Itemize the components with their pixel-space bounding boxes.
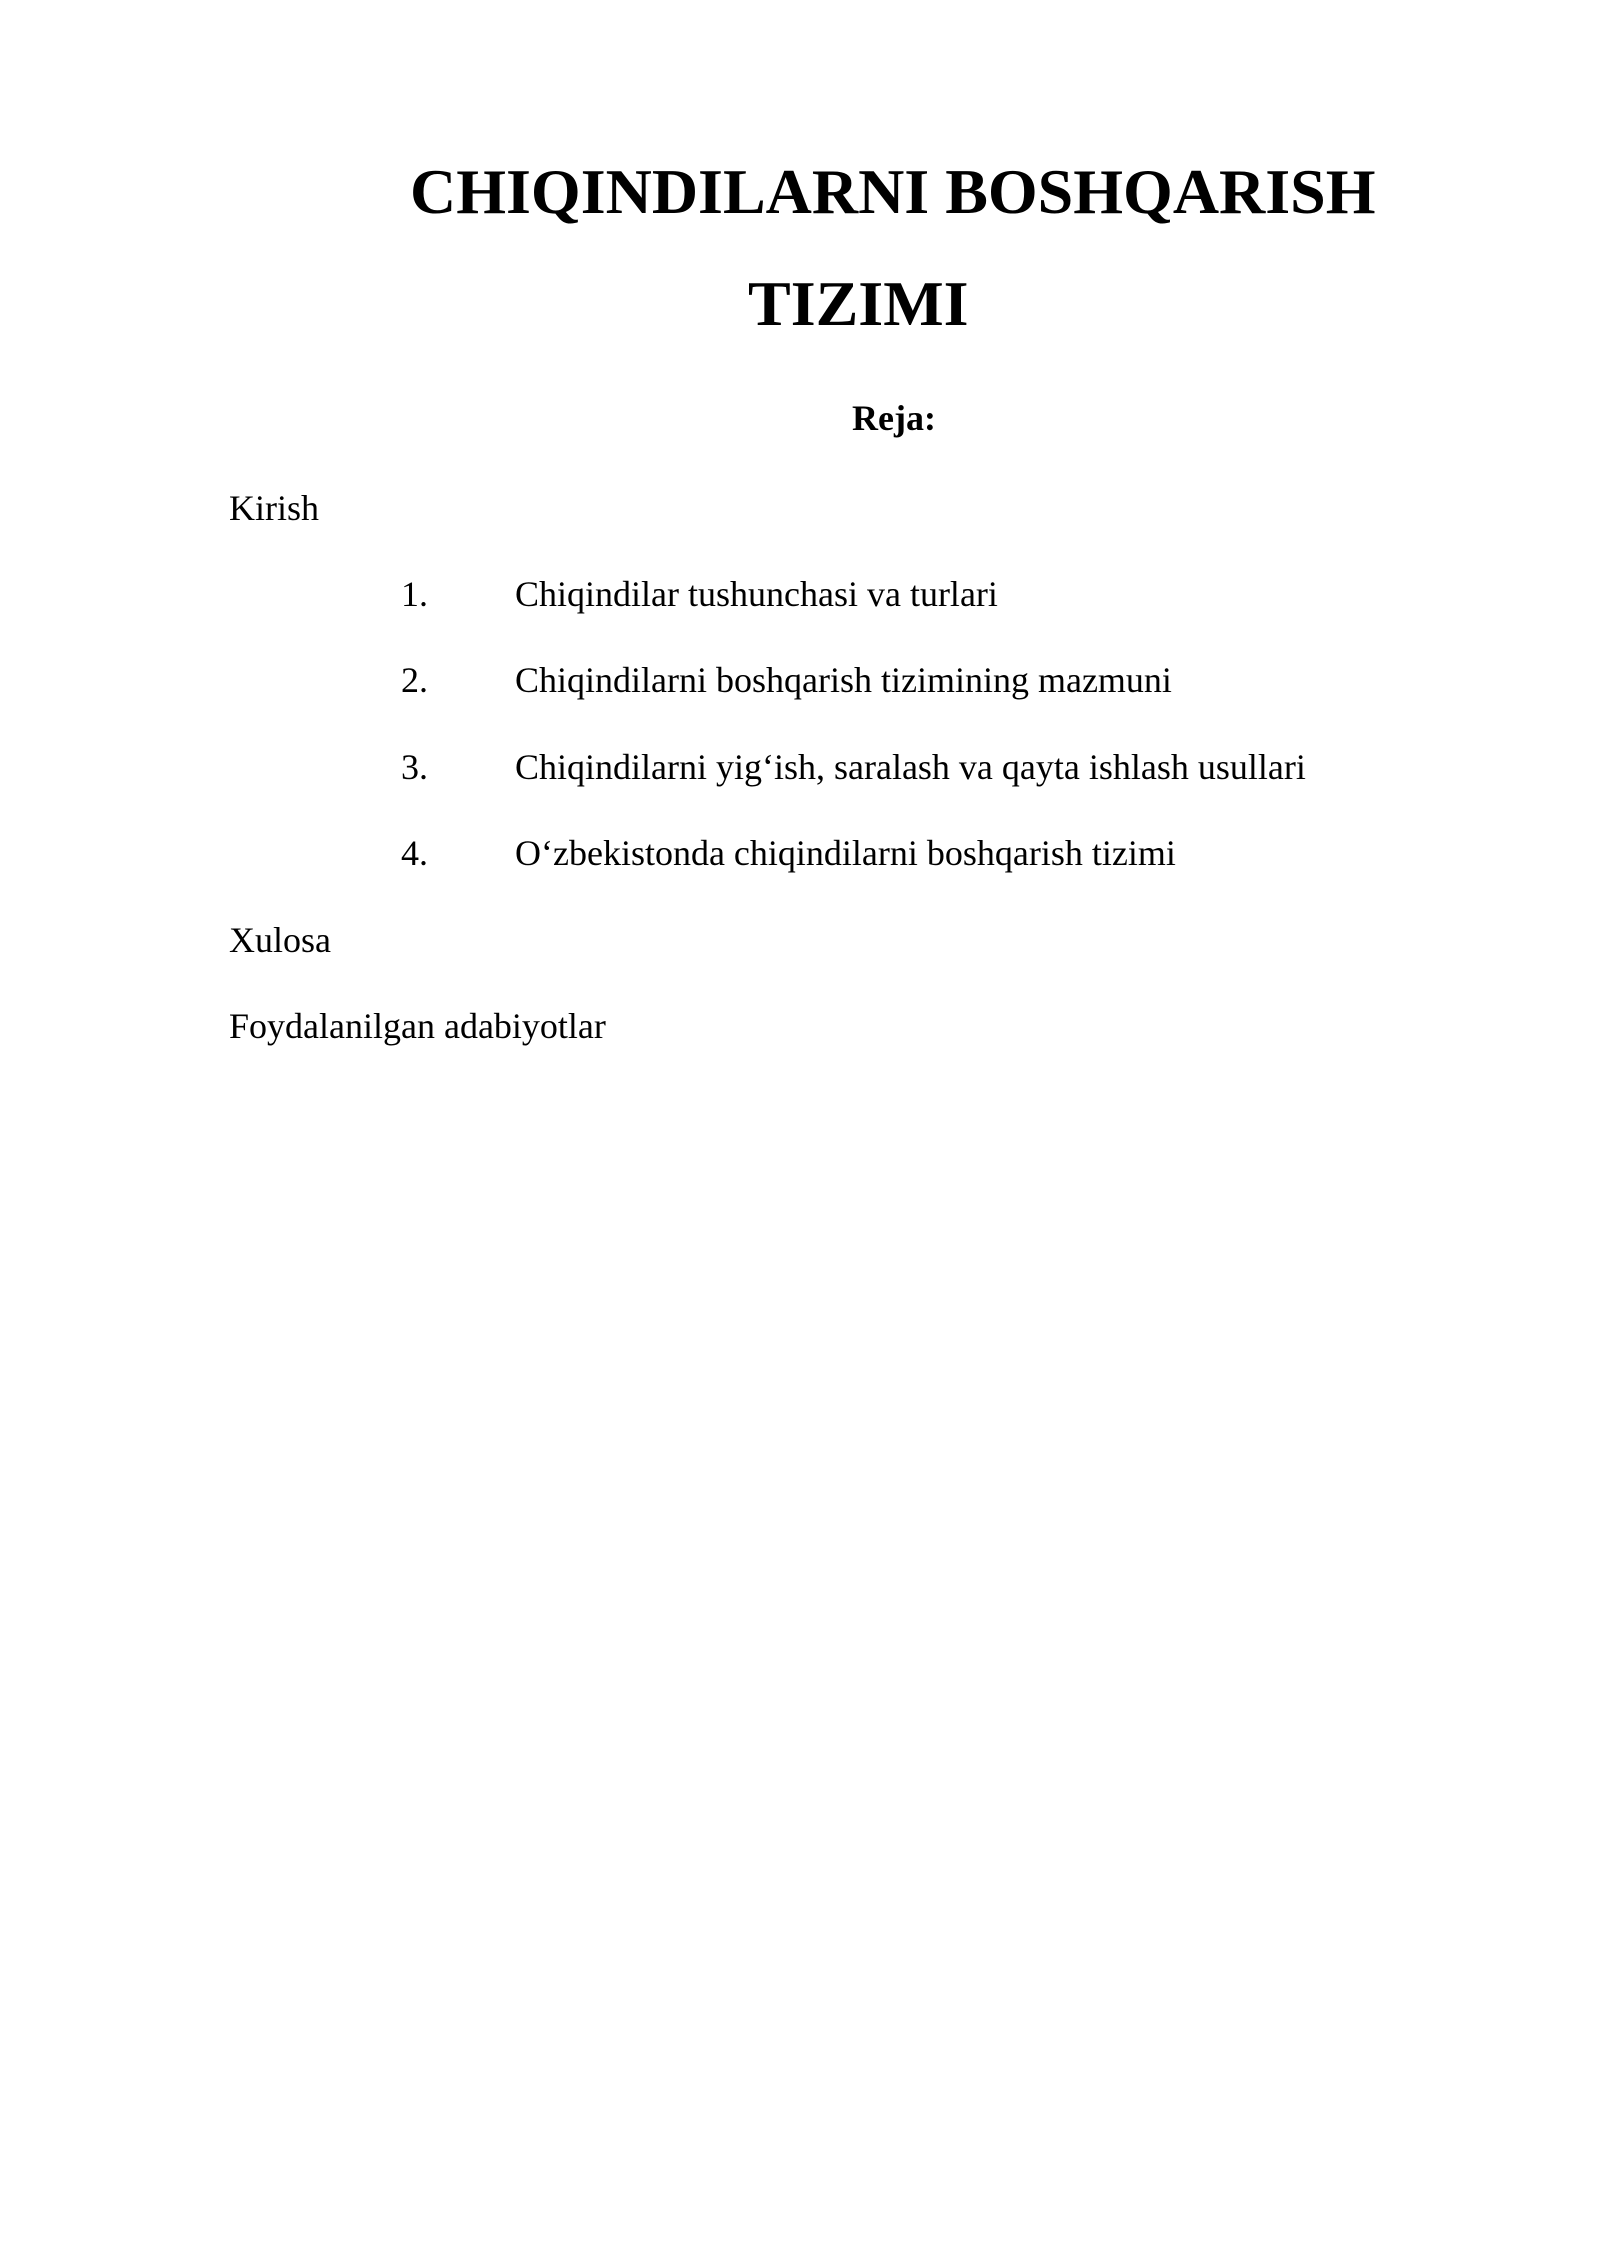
conclusion-entry: Xulosa [229, 920, 331, 960]
list-item-text: Chiqindilar tushunchasi va turlari [515, 574, 998, 614]
plan-heading: Reja: [852, 398, 936, 438]
list-item-text: Chiqindilarni boshqarish tizimining mazmuni [515, 660, 1172, 700]
list-item-text: O‘zbekistonda chiqindilarni boshqarish tizimi [515, 833, 1176, 873]
list-item-number: 3. [401, 747, 428, 787]
list-item-number: 4. [401, 833, 428, 873]
document-title-line-2: TIZIMI [748, 268, 969, 339]
list-item-number: 2. [401, 660, 428, 700]
document-title-line-1: CHIQINDILARNI BOSHQARISH [410, 156, 1376, 227]
intro-entry: Kirish [229, 488, 319, 528]
list-item-text: Chiqindilarni yig‘ish, saralash va qayta ishlash usullari [515, 747, 1306, 787]
list-item-number: 1. [401, 574, 428, 614]
references-entry: Foydalanilgan adabiyotlar [229, 1006, 606, 1046]
